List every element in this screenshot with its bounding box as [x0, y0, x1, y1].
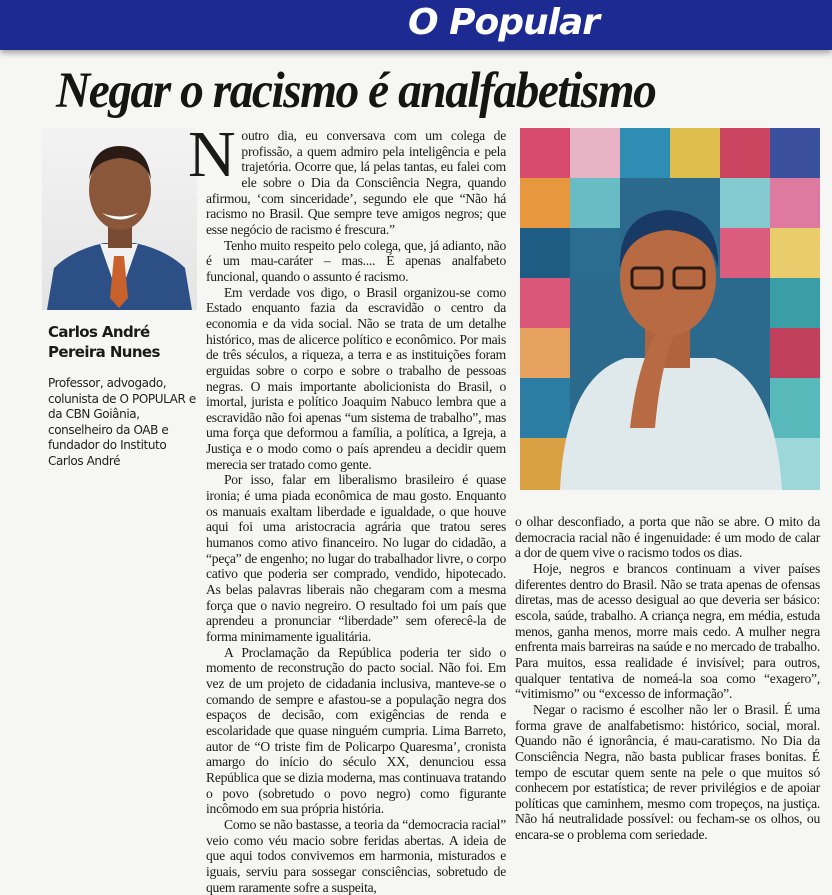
author-bio: Professor, advogado, colunista de O POPULAR e da CBN Goiânia, conselheiro da OAB e fundador do Instituto Carlos André [48, 376, 196, 468]
article-paragraph: Como se não bastasse, a teoria da “democracia racial” veio como véu macio sobre feridas abertas. A ideia de que aqui todos convivemos em harmonia, misturados e iguais, serviu para sossegar consciências, sobretudo de quem raramente sofre a suspeita, [206, 816, 506, 895]
article-paragraph: Negar o racismo é escolher não ler o Brasil. É uma forma grave de analfabetismo: histórico, social, moral. Quando não é ignorância, é mau-caratismo. No Dia da Consciência Negra, não basta publicar frases bonitas. É tempo de escutar quem sente na pele o que muitos só conhecem por estatística; de rever privilégios e de apoiar políticas que caminhem, mesmo com tropeços, na justiça. Não há neutralidade possível: ou fecham-se os olhos, ou encara-se o problema com seriedade. [515, 701, 820, 843]
article-illustration [520, 128, 820, 490]
article-paragraph: Tenho muito respeito pelo colega, que, já adianto, não é um mau-caráter – mas.... É apenas analfabeto funcional, quando o assunto é racismo. [206, 237, 506, 284]
article-paragraph: o olhar desconfiado, a porta que não se abre. O mito da democracia racial não é ingenuidade: é um modo de calar a dor de quem vive o racismo todos os dias. [515, 514, 820, 561]
article-paragraph: A Proclamação da República poderia ter sido o momento de reconstrução do pacto social. Não foi. Em vez de um projeto de cidadania inclusiva, manteve-se o comando de sempre e afastou-se a população negra dos espaços de decisão, com exigências de renda e escolaridade que quase ninguém cumpria. Lima Barreto, autor de “O triste fim de Policarpo Quaresma’, cronista amargo do início do século XX, denunciou essa República que se dizia moderna, mas continuava tratando o povo (sobretudo o povo negro) como figurante incômodo em sua própria história. [206, 644, 506, 817]
author-name-line1: Carlos André [48, 323, 150, 341]
drop-cap: N [188, 118, 236, 191]
article-column-1 [188, 118, 506, 895]
paragraph-text: outro dia, eu conversava com um colega de profissão, a quem admiro pela inteligência e pela trajetória. Ocorre que, lá pelas tantas, eu falei com ele sobre o Dia da Consciência Negra, quando afirmou, ‘com sinceridade’, segundo ele que “Não há racismo no Brasil. Que sempre teve amigos negros; que esse negócio de racismo é frescura.” [206, 128, 506, 237]
masthead [0, 0, 832, 50]
newspaper-logo: O Popular [408, 2, 600, 43]
author-photo [42, 128, 197, 310]
article-column-2 [515, 514, 820, 843]
article-paragraph: Em verdade vos digo, o Brasil organizou-se como Estado enquanto fazia da escravidão o centro da economia e da vida social. Não se trata de um detalhe histórico, mas de alicerce político e econômico. Por mais de três séculos, a riqueza, a terra e as instituições foram erguidas sobre o corpo e sobre o trabalho de pessoas negras. O mais importante abolicionista do Brasil, o imortal, jurista e político Joaquim Nabuco lembra que a escravidão não foi apenas “um sistema de trabalho”, mas uma força que deformou a família, a política, a Igreja, a Justiça e o modo como o país aprendeu a decidir quem merecia ser tratado como gente. [206, 284, 506, 472]
author-block [48, 322, 198, 469]
article-paragraph [188, 118, 506, 238]
article-headline: Negar o racismo é analfabetismo [56, 63, 656, 119]
article-paragraph: Hoje, negros e brancos continuam a viver países diferentes dentro do Brasil. Não se trata apenas de ofensas diretas, mas de acesso desigual ao que deveria ser básico: escola, saúde, trabalho. A criança negra, em média, estuda menos, ganha menos, morre mais cedo. A mulher negra enfrenta mais barreiras na saúde e no mercado de trabalho. Para muitos, essa realidade é invisível; para outros, qualquer tentativa de nomeá-la soa como “exagero”, “vitimismo” ou “excesso de informação”. [515, 560, 820, 702]
author-name-line2: Pereira Nunes [48, 343, 160, 361]
article-paragraph: Por isso, falar em liberalismo brasileiro é quase ironia; é uma piada econômica de mau gosto. Enquanto os manuais exaltam liberdade e igualdade, o que houve aqui foi uma aristocracia agrária que tratou seres humanos como ativo financeiro. No lugar do cidadão, a “peça” de engenho; no lugar do trabalhador livre, o corpo cativo que poderia ser comprado, vendido, hipotecado. As belas palavras liberais não chegaram com a mesma força que o navio negreiro. O resultado foi um país que aprendeu a pronunciar “liberdade” sem oferecê-la de forma minimamente igualitária. [206, 472, 506, 644]
